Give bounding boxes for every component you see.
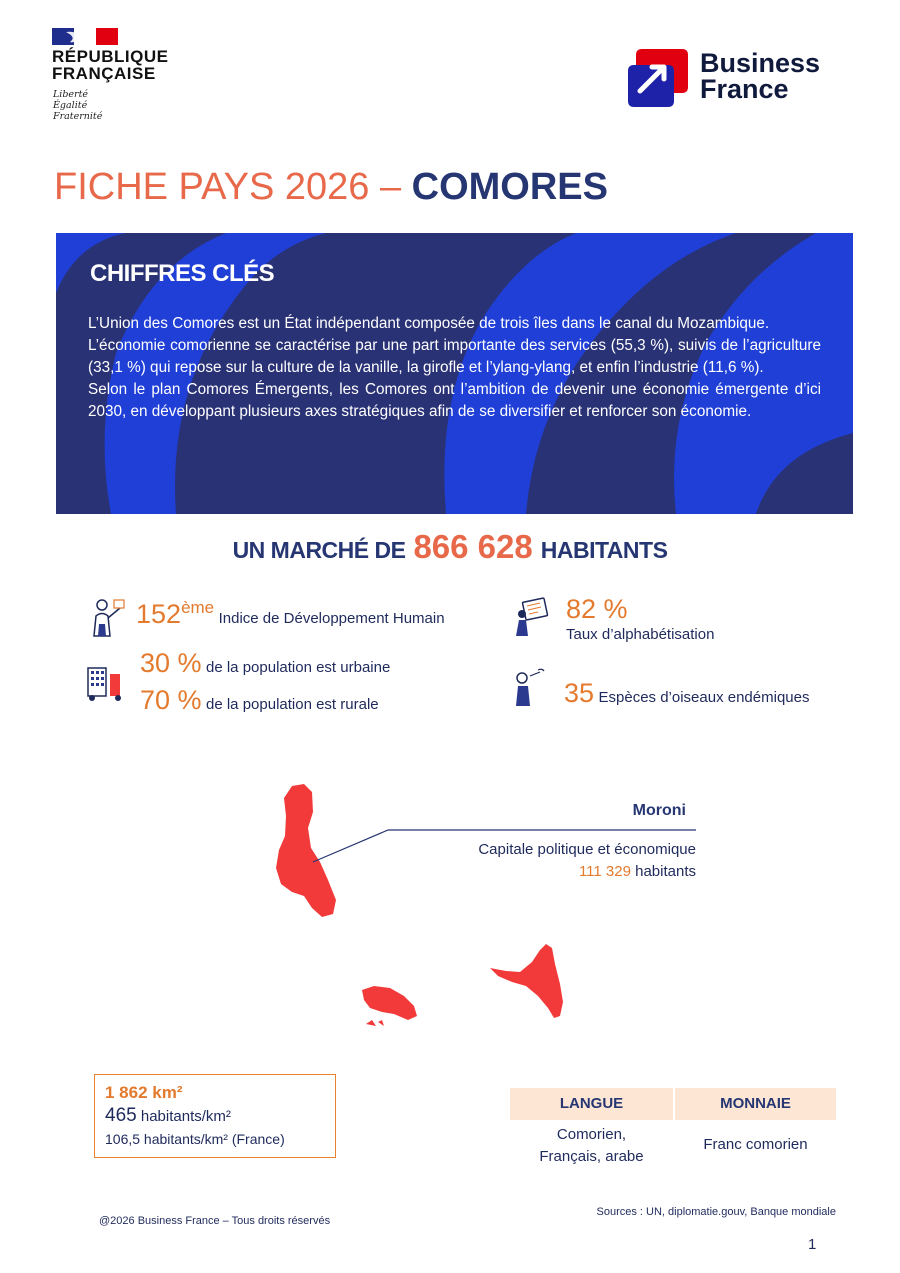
- key-figures-paragraph: L’Union des Comores est un État indépendant composée de trois îles dans le canal du Mozambique.: [88, 315, 770, 332]
- urban-label: de la population est urbaine: [206, 659, 391, 676]
- hdi-label: Indice de Développement Humain: [218, 610, 445, 627]
- density-value: 465: [105, 1105, 137, 1126]
- endemic-birds-stat: [564, 678, 809, 708]
- republic-motto: [53, 89, 102, 122]
- capital-population-unit: habitants: [635, 863, 696, 880]
- person-reading-icon: [510, 596, 554, 640]
- motto-fraternite: Fraternité: [53, 111, 103, 122]
- cell-languages: [510, 1124, 673, 1168]
- page-number: 1: [808, 1236, 817, 1253]
- birds-label: Espèces d’oiseaux endémiques: [598, 689, 810, 706]
- copyright-notice: @2026 Business France – Tous droits réservés: [99, 1215, 331, 1227]
- sources-note: Sources : UN, diplomatie.gouv, Banque mondiale: [596, 1206, 836, 1218]
- header-currency: MONNAIE: [675, 1088, 836, 1120]
- literacy-value: 82 %: [566, 594, 628, 624]
- page-title: [54, 162, 608, 212]
- birds-value: 35: [564, 678, 595, 708]
- republic-line-2: FRANÇAISE: [52, 64, 156, 83]
- anjouan-island: [490, 944, 563, 1018]
- rural-stat: [140, 685, 379, 715]
- header-language: LANGUE: [510, 1088, 673, 1120]
- republique-francaise-logo: [52, 48, 222, 82]
- urban-stat: [140, 648, 390, 678]
- languages-line-1: Comorien,: [556, 1126, 627, 1143]
- capital-description-block: [420, 839, 696, 883]
- capital-population-value: 111 329: [578, 863, 631, 880]
- moheli-island: [362, 986, 417, 1020]
- motto-egalite: Égalité: [53, 100, 88, 111]
- area-total: 1 862 km²: [105, 1083, 183, 1102]
- rural-value: 70 %: [140, 685, 202, 715]
- republic-line-1: RÉPUBLIQUE: [52, 47, 169, 66]
- key-figures-paragraph: Selon le plan Comores Émergents, les Comores ont l’ambition de devenir une économie émergente d’ici 2030, en développant plusieurs axes stratégiques afin de se diversifier et renforcer son économie.: [88, 381, 821, 420]
- france-density: 106,5 habitants/km² (France): [105, 1131, 285, 1147]
- brand-line-1: Business: [700, 48, 821, 78]
- hdi-stat: [136, 598, 445, 629]
- area-density-box: [94, 1074, 336, 1158]
- business-france-logo-icon: [626, 47, 688, 109]
- key-figures-text: [88, 313, 821, 423]
- marianne-flag-icon: [52, 28, 118, 45]
- teacher-presenting-icon: [84, 596, 128, 640]
- rural-label: de la population est rurale: [206, 696, 379, 713]
- market-population: 866 628: [413, 528, 533, 565]
- title-prefix: FICHE PAYS 2026 –: [54, 166, 412, 208]
- market-suffix: HABITANTS: [540, 537, 668, 563]
- density-unit: habitants/km²: [140, 1108, 231, 1125]
- brand-line-2: France: [700, 74, 789, 104]
- market-prefix: UN MARCHÉ DE: [232, 537, 406, 563]
- hdi-value: 152: [136, 599, 182, 629]
- city-buildings-icon: [82, 660, 126, 704]
- languages-line-2: Français, arabe: [539, 1148, 644, 1165]
- title-country: COMORES: [411, 166, 609, 208]
- hdi-superscript: ème: [181, 598, 215, 617]
- capital-description: Capitale politique et économique: [478, 841, 696, 858]
- capital-name: Moroni: [632, 802, 686, 819]
- key-figures-paragraph: L’économie comorienne se caractérise par une part importante des services (55,3 %), suivis de l’agriculture (33,1 %) qui repose sur la culture de la vanille, la girofle et l’ylang-ylang, et enfin l’industrie (11,6 %).: [88, 337, 821, 376]
- market-size-headline: [0, 528, 900, 566]
- urban-value: 30 %: [140, 648, 202, 678]
- literacy-stat: [566, 594, 714, 643]
- cell-currency: Franc comorien: [703, 1136, 808, 1153]
- motto-liberte: Liberté: [53, 89, 89, 100]
- density-line: [105, 1104, 325, 1129]
- comoros-map: [0, 760, 900, 1060]
- literacy-label: Taux d’alphabétisation: [566, 626, 715, 643]
- business-france-wordmark: [700, 50, 820, 102]
- grande-comore-island: [276, 784, 336, 917]
- key-figures-heading: CHIFFRES CLÉS: [90, 260, 275, 287]
- key-figures-banner: [56, 233, 853, 514]
- bird-watcher-icon: [508, 666, 552, 710]
